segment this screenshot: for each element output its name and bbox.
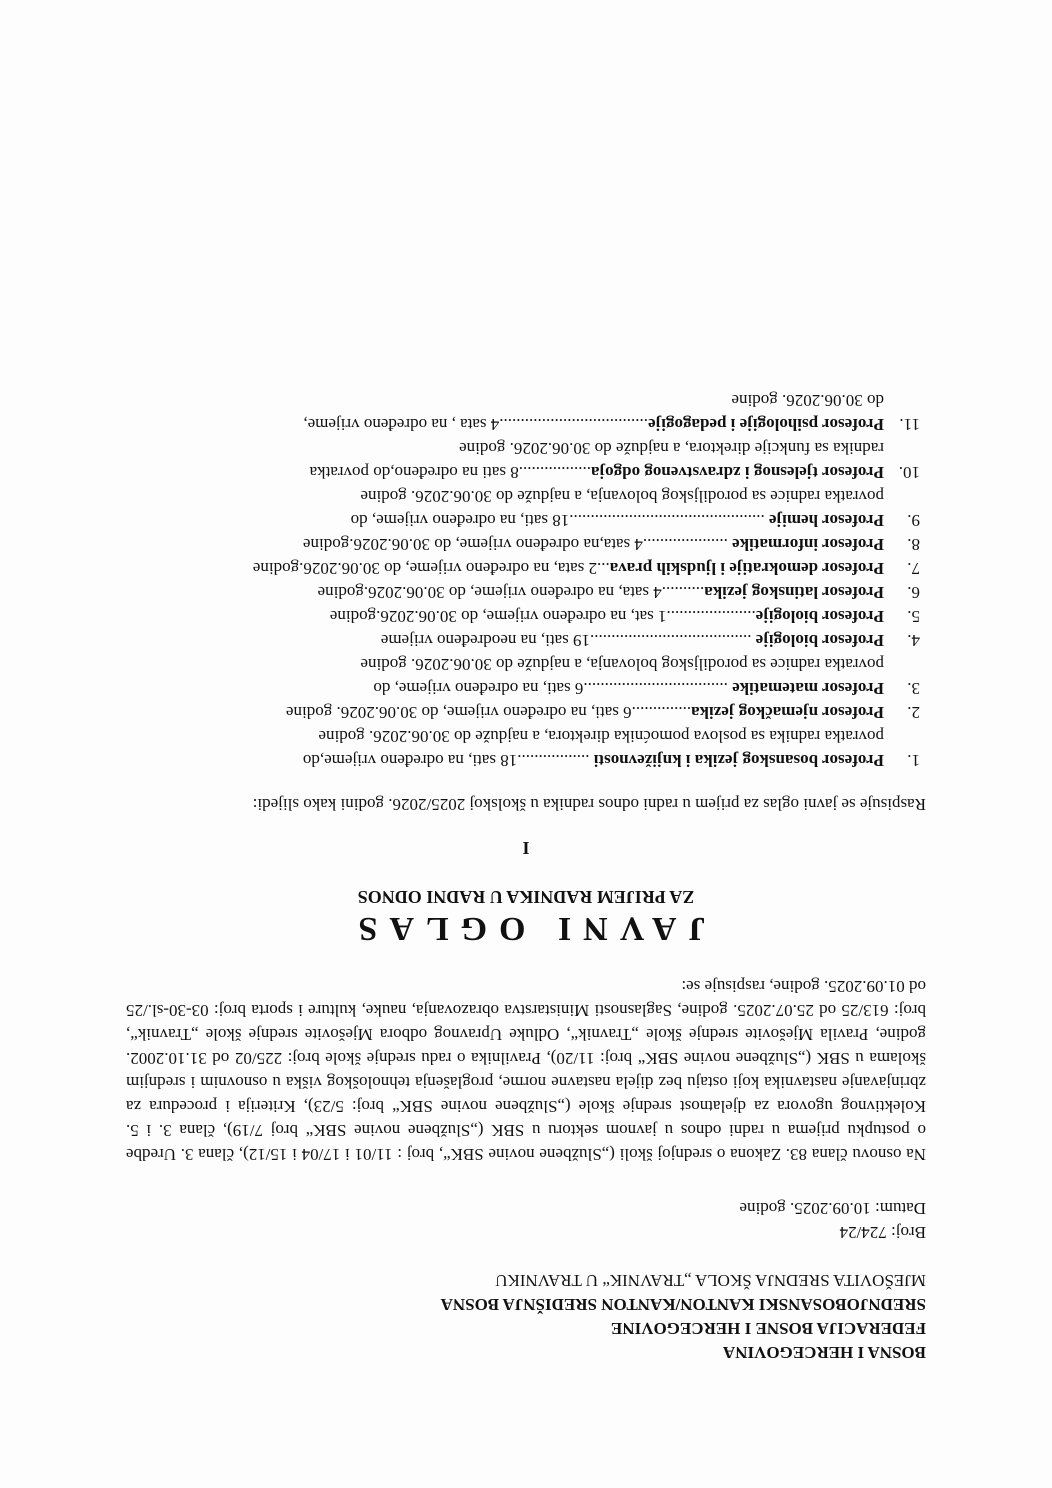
list-item bbox=[126, 652, 926, 700]
document-meta bbox=[126, 1196, 926, 1244]
list-item bbox=[126, 724, 926, 772]
position-detail: ...2 sata, na određeno vrijeme, do 30.06.2026.godine bbox=[252, 559, 610, 578]
list-item bbox=[126, 604, 926, 628]
position-detail: ...................................4 sata , na određeno vrijeme, bbox=[303, 415, 649, 434]
section-number: I bbox=[522, 838, 530, 858]
position-number: 2. bbox=[907, 703, 920, 722]
list-item bbox=[126, 484, 926, 532]
position-detail: ..........4 sata, na određeno vrijeme, do 30.06.2026.godine bbox=[317, 583, 705, 602]
positions-list bbox=[126, 388, 926, 772]
list-item bbox=[126, 580, 926, 604]
position-note: povratka radnice sa porodiljskog bolovanja, a najduže do 30.06.2026. godine bbox=[360, 655, 884, 674]
header-country: BOSNA I HERCEGOVINA bbox=[722, 1343, 926, 1362]
position-title: Profesor tjelesnog i zdravstvenog odgoja bbox=[590, 463, 884, 482]
position-number: 10. bbox=[898, 463, 920, 482]
position-detail: .................8 sati na određeno,do povratka bbox=[309, 463, 591, 482]
position-title: Profesor informatike bbox=[732, 535, 884, 554]
list-item bbox=[126, 532, 926, 556]
position-number: 6. bbox=[907, 583, 920, 602]
position-note: povratka radnice sa porodiljskog bolovanja, a najduže do 30.06.2026. godine bbox=[360, 487, 884, 506]
position-detail: ......................................19 sati, na neodređeno vrijeme bbox=[380, 631, 756, 650]
header-school: MJEŠOVITA SREDNJA ŠKOLA „TRAVNIK“ U TRAVNIKU bbox=[495, 1271, 926, 1290]
position-number: 9. bbox=[907, 511, 920, 530]
position-detail: .....................1 sat, na određeno vrijeme, do 30.06.2026.godine bbox=[329, 607, 756, 626]
position-title: Profesor psihologije i pedagogije bbox=[648, 415, 884, 434]
position-title: Profesor bosanskog jezika i književnosti bbox=[593, 751, 884, 770]
position-number: 11. bbox=[899, 415, 920, 434]
list-item bbox=[126, 556, 926, 580]
position-number: 1. bbox=[907, 751, 920, 770]
list-item bbox=[126, 700, 926, 724]
position-detail: ..............................................18 sati, na određeno vrijeme, do bbox=[350, 511, 769, 530]
header-federation: FEDERACIJA BOSNE I HERCEGOVINE bbox=[610, 1319, 926, 1338]
position-number: 3. bbox=[907, 679, 920, 698]
page-subtitle: ZA PRIJEM RADNIKA U RADNI ODNOS bbox=[357, 887, 695, 907]
position-title: Profesor matematike bbox=[732, 679, 884, 698]
document-number: Broj: 724/24 bbox=[839, 1223, 926, 1242]
position-title: Profesor latinskog jezika bbox=[704, 583, 884, 602]
position-detail: .................18 sati, na određeno vrijeme,do bbox=[302, 751, 594, 770]
position-number: 4. bbox=[907, 631, 920, 650]
list-item bbox=[126, 436, 926, 484]
header-canton: SREDNJOBOSANSKI KANTON/KANTON SREDIŠNJA BOSNA bbox=[440, 1295, 926, 1314]
position-title: Profesor biologije bbox=[755, 631, 884, 650]
position-detail: ..............6 sati, na određeno vrijeme, do 30.06.2026. godine bbox=[285, 703, 692, 722]
position-note: do 30.06.2026. godine bbox=[731, 391, 884, 410]
position-note: povratka radnika sa poslova pomoćnika direktora, a najduže do 30.06.2026. godine bbox=[318, 727, 884, 746]
list-item bbox=[126, 388, 926, 436]
legal-basis-paragraph: Na osnovu člana 83. Zakona o srednjoj školi („Službene novine SBK“, broj : 11/01 i 17/04 i 15/12), člana 3. Uredbe o postupku prijema u radni odnos u javnom sektoru u SBK („Službene novine SBK“ broj 7/19), člana 3. i 5. Kolektivnog ugovora za djelatnost srednje škole („Službene novine SBK“ broj: 5/23), Kriterija i procedura za zbrinjavanje nastavnika koji ostaju bez dijela nastavne norme, proglašenja tehnološkog viška u osnovnim i srednjim školama u SBK („Službene novine SBK“ broj: 11/20), Pravilnika o radu srednje škole broj: 225/02 od 31.10.2002. godine, Pravila Mješovite srednje škole „Travnik“, Odluke Upravnog odbora Mješovite srednje škole „Travnik“, broj: 613/25 od 25.07.2025. godine, Saglasnosti Ministarstva obrazovanja, nauke, kulture i sporta broj: 03-30-sl./25 od 01.09.2025. godine, raspisuje se: bbox=[126, 977, 926, 1164]
position-number: 7. bbox=[907, 559, 920, 578]
list-item bbox=[126, 628, 926, 652]
position-title: Profesor biologije bbox=[755, 607, 884, 626]
position-detail: ....................4 sata,na određeno vrijeme, do 30.06.2026.godine bbox=[302, 535, 733, 554]
position-note: radnika sa funkcije direktora, a najduže do 30.06.2026. godine bbox=[459, 439, 884, 458]
position-number: 5. bbox=[907, 607, 920, 626]
position-number: 8. bbox=[907, 535, 920, 554]
position-title: Profesor hemije bbox=[768, 511, 884, 530]
position-detail: ..................................6 sati, na određeno vrijeme, do bbox=[373, 679, 733, 698]
position-title: Profesor njemačkog jezika bbox=[691, 703, 884, 722]
document-date: Datum: 10.09.2025. godine bbox=[739, 1199, 926, 1218]
document-body bbox=[126, 388, 926, 1364]
announcement-paragraph: Raspisuje se javni oglas za prijem u radni odnos radnika u školskoj 2025/2026. godini kako slijedi: bbox=[252, 795, 926, 814]
position-title: Profesor demokratije i ljudskih prava bbox=[609, 559, 884, 578]
page-title: JAVNI OGLAS bbox=[346, 910, 706, 947]
